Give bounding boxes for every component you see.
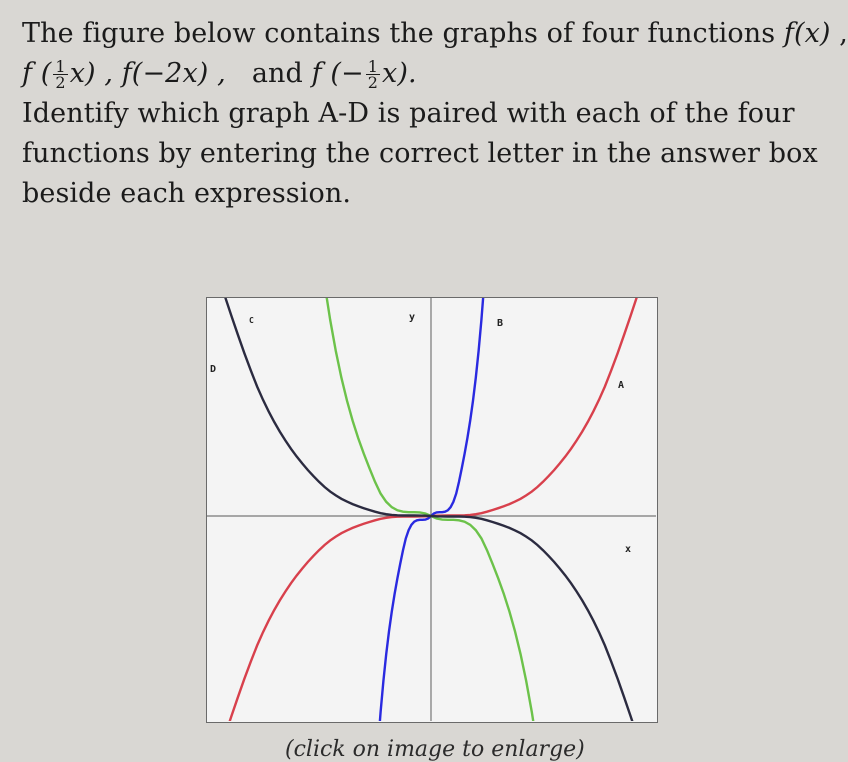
- curve-label-c: C: [249, 316, 254, 325]
- fraction-half-2: $\frac{1}{2}$: [367, 57, 379, 92]
- question-line-4: functions by entering the correct letter in the answer box: [22, 138, 818, 169]
- function-f-neg-2x: f(−2x) ,: [113, 58, 226, 89]
- function-f: f(x): [783, 18, 831, 49]
- separator: ,: [830, 18, 848, 49]
- question-line-1: [22, 14, 848, 54]
- function-f-neg-half-x: f (− $\frac{1}{2}$ x).: [311, 57, 417, 92]
- function-f-half-x: f ( $\frac{1}{2}$ x) ,: [22, 57, 114, 92]
- graph-canvas[interactable]: [207, 298, 656, 721]
- curve-label-a: A: [618, 380, 625, 391]
- enlarge-caption[interactable]: (click on image to enlarge): [285, 737, 585, 762]
- y-axis-label: y: [409, 312, 416, 323]
- question-text: [22, 14, 848, 214]
- curve-label-b: B: [497, 318, 504, 329]
- question-line-2: [22, 54, 822, 94]
- question-line-5: beside each expression.: [22, 178, 352, 209]
- curve-label-d: D: [210, 364, 217, 375]
- x-axis-label: x: [625, 544, 632, 555]
- function-graphs-figure[interactable]: [206, 297, 658, 723]
- and-word: and: [225, 58, 312, 89]
- question-line-3: Identify which graph A-D is paired with each of the four: [22, 98, 795, 129]
- fraction-half: $\frac{1}{2}$: [55, 57, 66, 92]
- question-intro: The figure below contains the graphs of four functions: [22, 18, 784, 49]
